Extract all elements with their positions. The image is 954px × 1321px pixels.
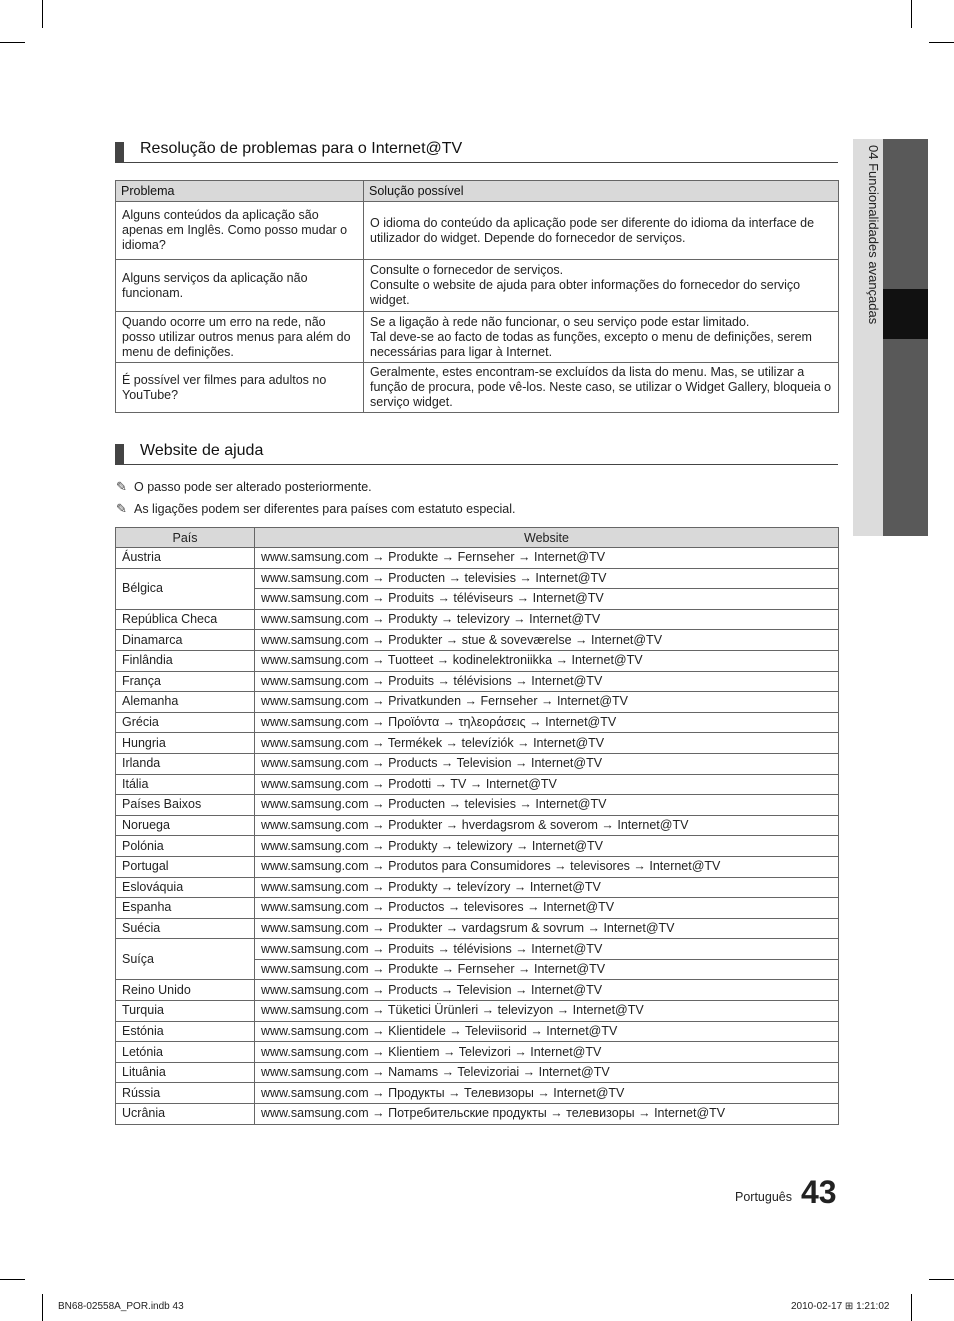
country-cell: Portugal (116, 856, 255, 877)
column-header: Solução possível (364, 181, 839, 202)
table-row (116, 836, 839, 857)
table-row (116, 1042, 839, 1063)
country-cell: Bélgica (116, 568, 255, 609)
solution-line: Tal deve-se ao facto de todas as funções, excepto o menu de definições, serem necessárias para ligar à Internet. (370, 329, 812, 359)
solution-cell (364, 202, 839, 260)
note (116, 501, 515, 517)
table-row (116, 753, 839, 774)
problem-cell: Quando ocorre um erro na rede, não posso utilizar outros menus para além do menu de definições. (116, 312, 364, 363)
country-cell: Polónia (116, 836, 255, 857)
country-cell: Finlândia (116, 650, 255, 671)
country-cell: Reino Unido (116, 980, 255, 1001)
country-cell: Noruega (116, 815, 255, 836)
country-cell: Turquia (116, 1001, 255, 1022)
problem-cell: Alguns serviços da aplicação não funcionam. (116, 260, 364, 312)
troubleshooting-table (115, 180, 839, 413)
table-row (116, 815, 839, 836)
problem-cell: Alguns conteúdos da aplicação são apenas em Inglês. Como posso mudar o idioma? (116, 202, 364, 260)
table-row (116, 939, 839, 960)
website-cell: www.samsung.com → Klientiem → Televizori → Internet@TV (255, 1042, 839, 1063)
country-cell: Suécia (116, 918, 255, 939)
country-cell: Itália (116, 774, 255, 795)
note-text: O passo pode ser alterado posteriormente. (134, 480, 372, 494)
website-cell: www.samsung.com → Prodotti → TV → Internet@TV (255, 774, 839, 795)
country-cell: Espanha (116, 898, 255, 919)
country-cell: Países Baixos (116, 795, 255, 816)
table-row (116, 568, 839, 589)
table-header-row (116, 528, 839, 548)
table-row (116, 1021, 839, 1042)
table-row (116, 312, 839, 363)
country-cell: Letónia (116, 1042, 255, 1063)
crop-mark (0, 42, 25, 43)
table-row (116, 671, 839, 692)
table-row (116, 1083, 839, 1104)
website-cell: www.samsung.com → Tuotteet → kodinelektroniikka → Internet@TV (255, 650, 839, 671)
table-row (116, 795, 839, 816)
help-website-table (115, 527, 839, 1125)
country-cell: Alemanha (116, 692, 255, 713)
table-row (116, 650, 839, 671)
table-row (116, 980, 839, 1001)
website-cell: www.samsung.com → Termékek → televíziók → Internet@TV (255, 733, 839, 754)
solution-line: Se a ligação à rede não funcionar, o seu serviço pode estar limitado. (370, 314, 750, 329)
website-cell: www.samsung.com → Tüketici Ürünleri → televizyon → Internet@TV (255, 1001, 839, 1022)
note (116, 479, 372, 495)
website-cell: www.samsung.com → Produkte → Fernseher → Internet@TV (255, 959, 839, 980)
website-cell: www.samsung.com → Produtos para Consumidores → televisores → Internet@TV (255, 856, 839, 877)
table-row (116, 1104, 839, 1125)
table-row (116, 609, 839, 630)
chapter-title: 04 Funcionalidades avançadas (866, 145, 881, 325)
table-row (116, 260, 839, 312)
crop-mark (42, 0, 43, 28)
country-cell: Estónia (116, 1021, 255, 1042)
website-cell: www.samsung.com → Products → Television → Internet@TV (255, 980, 839, 1001)
website-cell: www.samsung.com → Produkter → stue & soveværelse → Internet@TV (255, 630, 839, 651)
column-header: País (116, 528, 255, 548)
country-cell: França (116, 671, 255, 692)
crop-mark (929, 42, 954, 43)
note-text: As ligações podem ser diferentes para países com estatuto especial. (134, 502, 516, 516)
table-row (116, 1062, 839, 1083)
website-cell: www.samsung.com → Produkty → telewizory → Internet@TV (255, 836, 839, 857)
table-row (116, 363, 839, 413)
website-cell: www.samsung.com → Продукты → Телевизоры → Internet@TV (255, 1083, 839, 1104)
pencil-icon: ✎ (116, 479, 127, 494)
country-cell: Áustria (116, 548, 255, 569)
table-row (116, 712, 839, 733)
table-row (116, 692, 839, 713)
chapter-tab (853, 139, 928, 536)
website-cell: www.samsung.com → Productos → televisores → Internet@TV (255, 898, 839, 919)
website-cell: www.samsung.com → Produkty → televízory → Internet@TV (255, 877, 839, 898)
solution-line: Consulte o website de ajuda para obter informações do fornecedor do serviço widget. (370, 278, 801, 307)
website-cell: www.samsung.com → Потребительские продукты → телевизоры → Internet@TV (255, 1104, 839, 1125)
table-row (116, 877, 839, 898)
chapter-tab-marker (883, 289, 928, 339)
table-row (116, 918, 839, 939)
solution-cell (364, 312, 839, 363)
table-row (116, 548, 839, 569)
country-cell: Dinamarca (116, 630, 255, 651)
country-cell: Irlanda (116, 753, 255, 774)
table-row (116, 202, 839, 260)
website-cell: www.samsung.com → Namams → Televizoriai → Internet@TV (255, 1062, 839, 1083)
website-cell: www.samsung.com → Producten → televisies → Internet@TV (255, 568, 839, 589)
website-cell: www.samsung.com → Klientidele → Televiisorid → Internet@TV (255, 1021, 839, 1042)
column-header: Problema (116, 181, 364, 202)
table-row (116, 733, 839, 754)
table-header-row (116, 181, 839, 202)
solution-line: Geralmente, estes encontram-se excluídos da lista do menu. Mas, se utilizar a função de procura, pode vê-los. Neste caso, se utilizar o Widget Gallery, bloqueia o serviço widget. (370, 365, 832, 409)
website-cell: www.samsung.com → Produkty → televizory → Internet@TV (255, 609, 839, 630)
footer-language: Português (735, 1190, 792, 1204)
country-cell: Ucrânia (116, 1104, 255, 1125)
website-cell: www.samsung.com → Προϊόντα → τηλεοράσεις → Internet@TV (255, 712, 839, 733)
website-cell: www.samsung.com → Produkter → vardagsrum & sovrum → Internet@TV (255, 918, 839, 939)
solution-cell (364, 363, 839, 413)
section-heading-troubleshooting (115, 140, 838, 163)
country-cell: República Checa (116, 609, 255, 630)
table-row (116, 1001, 839, 1022)
country-cell: Grécia (116, 712, 255, 733)
website-cell: www.samsung.com → Produits → téléviseurs → Internet@TV (255, 589, 839, 610)
print-file-info: BN68-02558A_POR.indb 43 (58, 1301, 184, 1312)
section-title: Resolução de problemas para o Internet@TV (140, 140, 463, 157)
heading-bar (115, 142, 124, 162)
pencil-icon: ✎ (116, 501, 127, 516)
website-cell: www.samsung.com → Products → Television → Internet@TV (255, 753, 839, 774)
country-cell: Hungria (116, 733, 255, 754)
problem-cell: É possível ver filmes para adultos no YouTube? (116, 363, 364, 413)
country-cell: Eslováquia (116, 877, 255, 898)
website-cell: www.samsung.com → Produkte → Fernseher → Internet@TV (255, 548, 839, 569)
crop-mark (0, 1279, 25, 1280)
website-cell: www.samsung.com → Privatkunden → Fernseher → Internet@TV (255, 692, 839, 713)
crop-mark (911, 0, 912, 28)
website-cell: www.samsung.com → Produits → télévisions → Internet@TV (255, 671, 839, 692)
section-heading-help-website (115, 442, 838, 465)
crop-mark (42, 1294, 43, 1321)
section-title: Website de ajuda (140, 442, 264, 459)
solution-line: O idioma do conteúdo da aplicação pode ser diferente do idioma da interface de utilizador do widget. Depende do fornecedor de serviços. (370, 215, 815, 245)
page-number: 43 (801, 1174, 837, 1210)
crop-mark (929, 1279, 954, 1280)
table-row (116, 898, 839, 919)
table-row (116, 630, 839, 651)
print-timestamp: 2010-02-17 ⊞ 1:21:02 (791, 1301, 890, 1312)
heading-bar (115, 444, 124, 464)
country-cell: Lituânia (116, 1062, 255, 1083)
table-row (116, 856, 839, 877)
country-cell: Suíça (116, 939, 255, 980)
column-header: Website (255, 528, 839, 548)
website-cell: www.samsung.com → Producten → televisies → Internet@TV (255, 795, 839, 816)
solution-cell (364, 260, 839, 312)
solution-line: Consulte o fornecedor de serviços. (370, 263, 564, 277)
country-cell: Rússia (116, 1083, 255, 1104)
table-row (116, 774, 839, 795)
website-cell: www.samsung.com → Produkter → hverdagsrom & soverom → Internet@TV (255, 815, 839, 836)
crop-mark (911, 1294, 912, 1321)
website-cell: www.samsung.com → Produits → télévisions → Internet@TV (255, 939, 839, 960)
